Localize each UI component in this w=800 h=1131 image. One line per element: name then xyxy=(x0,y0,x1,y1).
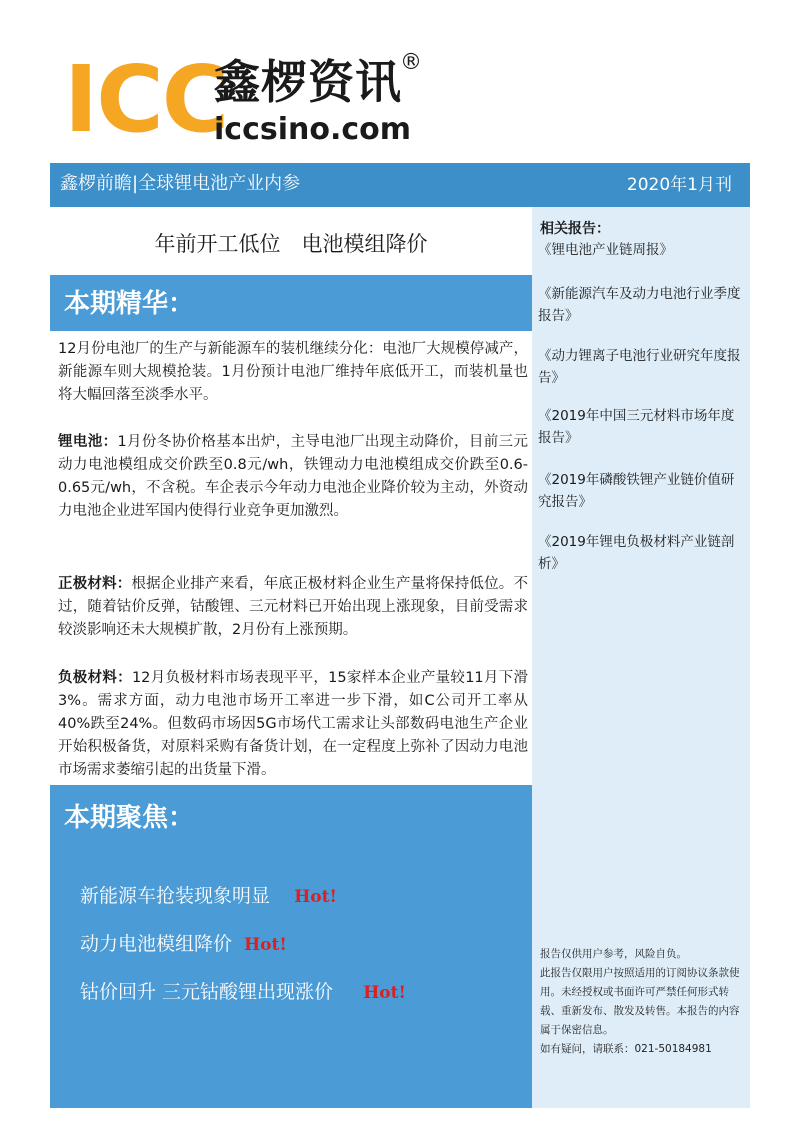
hot-badge: Hot! xyxy=(363,983,406,1003)
focus-heading: 本期聚焦： xyxy=(64,803,195,833)
focus-item xyxy=(80,979,406,1006)
hot-badge: Hot! xyxy=(244,935,287,955)
related-report-link[interactable]: 《2019年锂电负极材料产业链剖析》 xyxy=(538,534,735,572)
lithium-battery-label: 锂电池： xyxy=(58,434,118,450)
logo-url: iccsino.com xyxy=(214,112,412,147)
registered-mark: ® xyxy=(400,50,422,75)
related-report-link[interactable]: 《新能源汽车及动力电池行业季度报告》 xyxy=(538,286,741,324)
logo-icc-text: ICC xyxy=(64,46,228,153)
lithium-battery-paragraph xyxy=(58,431,528,523)
issue-date: 2020年1月刊 xyxy=(626,175,732,195)
sidebar xyxy=(532,207,750,1108)
related-reports-title: 相关报告： xyxy=(540,221,610,237)
disclaimer xyxy=(540,945,744,1059)
disclaimer-line: 报告仅供用户参考，风险自负。 xyxy=(540,948,687,960)
header-band xyxy=(50,163,750,207)
cathode-label: 正极材料： xyxy=(58,576,132,592)
lithium-battery-text: 1月份冬协价格基本出炉，主导电池厂出现主动降价，目前三元动力电池模组成交价跌至0.8元/wh，铁锂动力电池模组成交价跌至0.6-0.65元/wh，不含税。车企表示今年动力电池企业降价较为主动，外资动力电池企业进军国内使得行业竞争更加激烈。 xyxy=(58,434,529,519)
focus-item-text: 新能源车抢装现象明显 xyxy=(80,885,271,907)
disclaimer-terms: 此报告仅限用户按照适用的订阅协议条款使用。未经授权或书面许可严禁任何形式转载、重新发布、散发及转售。本报告的内容属于保密信息。 xyxy=(540,967,740,1036)
related-report-link[interactable]: 《锂电池产业链周报》 xyxy=(538,242,673,258)
related-report-link[interactable]: 《2019年磷酸铁锂产业链价值研究报告》 xyxy=(538,472,735,510)
hot-badge: Hot! xyxy=(294,887,337,907)
report-title: 年前开工低位 电池模组降价 xyxy=(154,232,428,256)
focus-item xyxy=(80,931,287,958)
focus-item-text: 动力电池模组降价 xyxy=(80,933,233,955)
related-report-link[interactable]: 《动力锂离子电池行业研究年度报告》 xyxy=(538,348,741,386)
highlights-heading: 本期精华： xyxy=(50,275,532,331)
highlights-summary: 12月份电池厂的生产与新能源车的装机继续分化：电池厂大规模停减产，新能源车则大规模抢装。1月份预计电池厂维持年底低开工，而装机量也将大幅回落至淡季水平。 xyxy=(58,341,528,403)
contact-info: 如有疑问，请联系：021-50184981 xyxy=(540,1043,712,1055)
anode-text: 12月负极材料市场表现平平，15家样本企业产量较11月下滑3%。需求方面，动力电池市场开工率进一步下滑，如C公司开工率从40%跌至24%。但数码市场因5G市场代工需求让头部数码电池生产企业开始积极备货，对原料采购有备货计划，在一定程度上弥补了因动力电池市场需求萎缩引起的出货量下滑。 xyxy=(58,670,529,778)
company-logo xyxy=(64,46,434,153)
logo-chinese-name: 鑫椤资讯 xyxy=(214,55,402,109)
anode-label: 负极材料： xyxy=(58,670,132,686)
main-content xyxy=(50,207,532,1108)
anode-paragraph xyxy=(58,667,528,782)
related-report-link[interactable]: 《2019年中国三元材料市场年度报告》 xyxy=(538,408,735,446)
focus-item-text: 钴价回升 三元钴酸锂出现涨价 xyxy=(80,981,334,1003)
cathode-text: 根据企业排产来看，年底正极材料企业生产量将保持低位。不过，随着钴价反弹，钴酸锂、三元材料已开始出现上涨现象，目前受需求较淡影响还未大规模扩散，2月份有上涨预期。 xyxy=(58,576,528,638)
publication-name: 鑫椤前瞻|全球锂电池产业内参 xyxy=(60,173,301,194)
cathode-paragraph xyxy=(58,573,528,642)
focus-item xyxy=(80,883,337,910)
